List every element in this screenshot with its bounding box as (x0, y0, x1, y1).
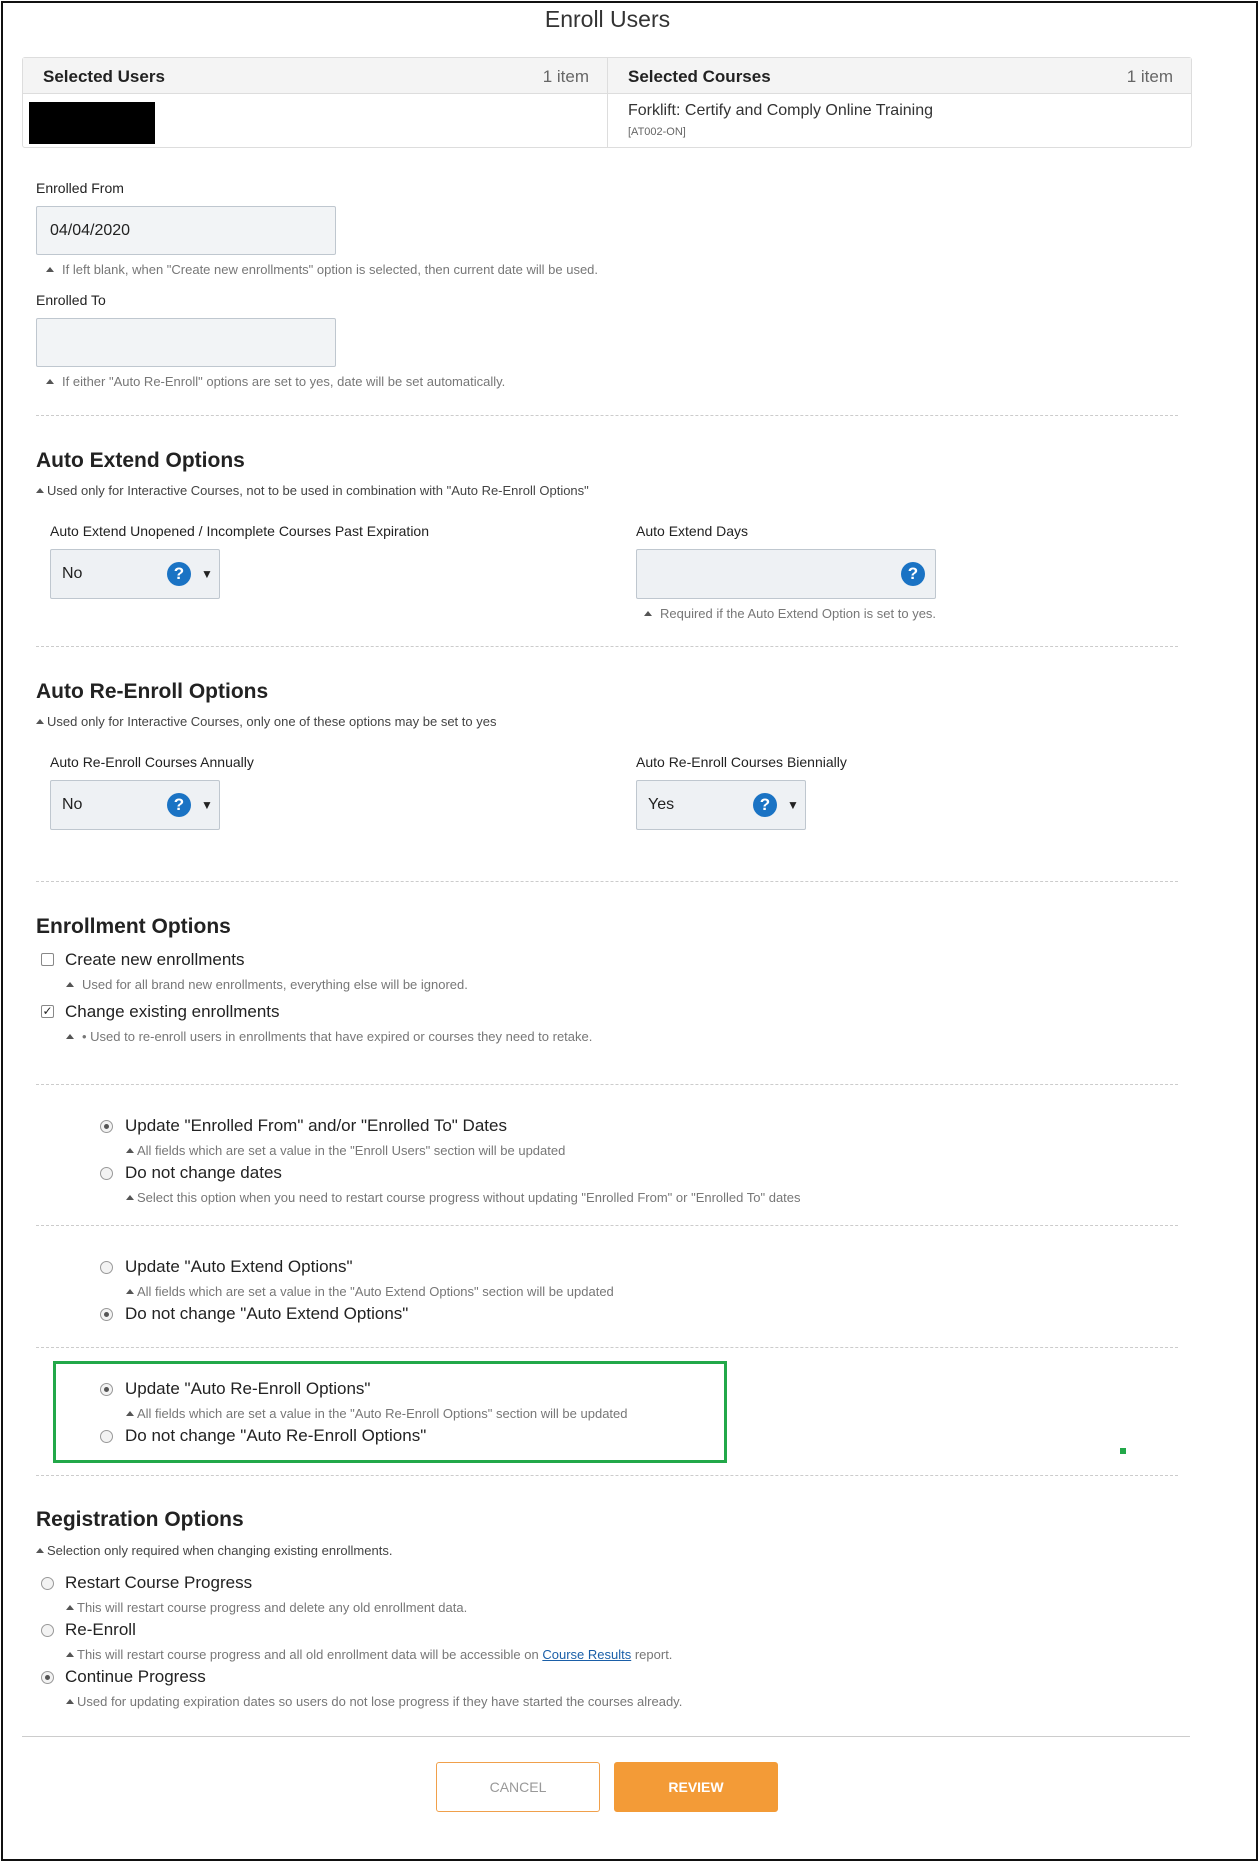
registration-options-title: Registration Options (36, 1508, 244, 1531)
selected-users-count: 1 item (542, 67, 589, 86)
keep-auto-reenroll-label[interactable]: Do not change "Auto Re-Enroll Options" (125, 1426, 427, 1445)
auto-reenroll-annual-label: Auto Re-Enroll Courses Annually (50, 754, 254, 770)
re-enroll-label[interactable]: Re-Enroll (65, 1620, 136, 1639)
redacted-user-name (29, 102, 155, 144)
caret-up-icon (126, 1195, 134, 1200)
enrolled-from-label: Enrolled From (36, 180, 124, 196)
auto-extend-past-label: Auto Extend Unopened / Incomplete Courses Past Expiration (50, 523, 429, 539)
divider (36, 1475, 1178, 1476)
caret-up-icon (36, 488, 44, 493)
restart-course-progress-hint: This will restart course progress and delete any old enrollment data. (66, 1600, 467, 1615)
change-existing-enrollments-label[interactable]: Change existing enrollments (65, 1002, 280, 1021)
update-auto-extend-label[interactable]: Update "Auto Extend Options" (125, 1257, 353, 1276)
dropdown-arrow-icon: ▼ (201, 798, 213, 812)
selected-users-panel (23, 58, 608, 147)
divider (36, 415, 1178, 416)
enrolled-from-hint: If left blank, when "Create new enrollments" option is selected, then current date will be used. (46, 262, 598, 277)
dropdown-arrow-icon: ▼ (201, 567, 213, 581)
restart-course-progress-label[interactable]: Restart Course Progress (65, 1573, 253, 1592)
selected-courses-count: 1 item (1126, 67, 1173, 86)
keep-auto-extend-label[interactable]: Do not change "Auto Extend Options" (125, 1304, 409, 1323)
divider (22, 1736, 1190, 1737)
registration-options-subtitle: Selection only required when changing existing enrollments. (36, 1543, 392, 1558)
caret-up-icon (46, 379, 54, 384)
help-icon[interactable]: ? (901, 562, 925, 586)
caret-up-icon (36, 1548, 44, 1553)
caret-up-icon (66, 1034, 74, 1039)
update-dates-hint: All fields which are set a value in the "Enroll Users" section will be updated (126, 1143, 565, 1158)
selected-courses-panel (608, 58, 1191, 147)
enrolled-to-hint: If either "Auto Re-Enroll" options are set to yes, date will be set automatically. (46, 374, 505, 389)
auto-reenroll-annual-select[interactable] (50, 780, 220, 830)
re-enroll-hint: This will restart course progress and all old enrollment data will be accessible on Course Results report. (66, 1647, 672, 1662)
divider (36, 1084, 1178, 1085)
keep-dates-label[interactable]: Do not change dates (125, 1163, 282, 1182)
auto-extend-past-select[interactable] (50, 549, 220, 599)
auto-reenroll-biennial-value: Yes (648, 796, 675, 813)
auto-extend-days-label: Auto Extend Days (636, 523, 749, 539)
enrolled-to-label: Enrolled To (36, 292, 106, 308)
caret-up-icon (66, 1699, 74, 1704)
keep-auto-extend-radio[interactable] (100, 1308, 113, 1321)
selection-summary (22, 57, 1192, 148)
auto-extend-days-input[interactable] (636, 549, 936, 599)
re-enroll-radio[interactable] (41, 1624, 54, 1637)
auto-extend-days-hint: Required if the Auto Extend Option is set to yes. (644, 606, 936, 621)
caret-up-icon (126, 1289, 134, 1294)
divider (36, 646, 1178, 647)
caret-up-icon (36, 719, 44, 724)
auto-extend-subtitle: Used only for Interactive Courses, not to be used in combination with "Auto Re-Enroll Options" (36, 483, 589, 498)
restart-course-progress-radio[interactable] (41, 1577, 54, 1590)
change-existing-enrollments-hint: • Used to re-enroll users in enrollments that have expired or courses they need to retake. (66, 1029, 592, 1044)
enrolled-from-input[interactable] (36, 206, 336, 255)
caret-up-icon (66, 1605, 74, 1610)
auto-reenroll-biennial-label: Auto Re-Enroll Courses Biennially (636, 754, 847, 770)
update-auto-extend-radio[interactable] (100, 1261, 113, 1274)
auto-reenroll-subtitle: Used only for Interactive Courses, only one of these options may be set to yes (36, 714, 496, 729)
enrollment-options-title: Enrollment Options (36, 915, 231, 938)
enrolled-from-value: 04/04/2020 (50, 222, 131, 239)
update-dates-radio[interactable] (100, 1120, 113, 1133)
caret-up-icon (66, 982, 74, 987)
divider (36, 1347, 1178, 1348)
dropdown-arrow-icon: ▼ (787, 798, 799, 812)
auto-reenroll-biennial-select[interactable] (636, 780, 806, 830)
keep-dates-radio[interactable] (100, 1167, 113, 1180)
selected-courses-header: Selected Courses (628, 67, 771, 86)
page-title: Enroll Users (544, 6, 671, 32)
auto-reenroll-title: Auto Re-Enroll Options (36, 680, 269, 703)
selected-users-header: Selected Users (43, 67, 165, 86)
auto-extend-title: Auto Extend Options (36, 449, 245, 472)
create-new-enrollments-label[interactable]: Create new enrollments (65, 950, 245, 969)
enrolled-to-input[interactable] (36, 318, 336, 367)
divider (36, 1225, 1178, 1226)
update-auto-extend-hint: All fields which are set a value in the "Auto Extend Options" section will be updated (126, 1284, 614, 1299)
auto-reenroll-annual-value: No (62, 796, 83, 813)
caret-up-icon (126, 1411, 134, 1416)
course-results-link[interactable]: Course Results (542, 1647, 632, 1662)
course-name: Forklift: Certify and Comply Online Training (628, 102, 933, 119)
cancel-button[interactable]: CANCEL (436, 1762, 600, 1812)
continue-progress-label[interactable]: Continue Progress (65, 1667, 206, 1686)
course-code: [AT002-ON] (628, 126, 686, 138)
continue-progress-hint: Used for updating expiration dates so users do not lose progress if they have started the courses already. (66, 1694, 682, 1709)
update-auto-reenroll-hint: All fields which are set a value in the "Auto Re-Enroll Options" section will be updated (126, 1406, 628, 1421)
check-icon: ✓ (42, 1004, 53, 1018)
update-dates-label[interactable]: Update "Enrolled From" and/or "Enrolled To" Dates (125, 1116, 507, 1135)
create-new-enrollments-checkbox[interactable] (41, 953, 54, 966)
update-auto-reenroll-label[interactable]: Update "Auto Re-Enroll Options" (125, 1379, 371, 1398)
continue-progress-radio[interactable] (41, 1671, 54, 1684)
divider (36, 881, 1178, 882)
keep-auto-reenroll-radio[interactable] (100, 1430, 113, 1443)
review-button[interactable]: REVIEW (614, 1762, 778, 1812)
help-icon[interactable]: ? (167, 562, 191, 586)
keep-dates-hint: Select this option when you need to restart course progress without updating "Enrolled From" or "Enrolled To" dates (126, 1190, 801, 1205)
caret-up-icon (46, 267, 54, 272)
caret-up-icon (126, 1148, 134, 1153)
help-icon[interactable]: ? (167, 793, 191, 817)
caret-up-icon (644, 611, 652, 616)
help-icon[interactable]: ? (753, 793, 777, 817)
change-existing-enrollments-checkbox[interactable] (41, 1005, 54, 1018)
update-auto-reenroll-radio[interactable] (100, 1383, 113, 1396)
create-new-enrollments-hint: Used for all brand new enrollments, everything else will be ignored. (66, 977, 468, 992)
caret-up-icon (66, 1652, 74, 1657)
auto-extend-past-value: No (62, 565, 83, 582)
green-marker (1120, 1448, 1126, 1454)
